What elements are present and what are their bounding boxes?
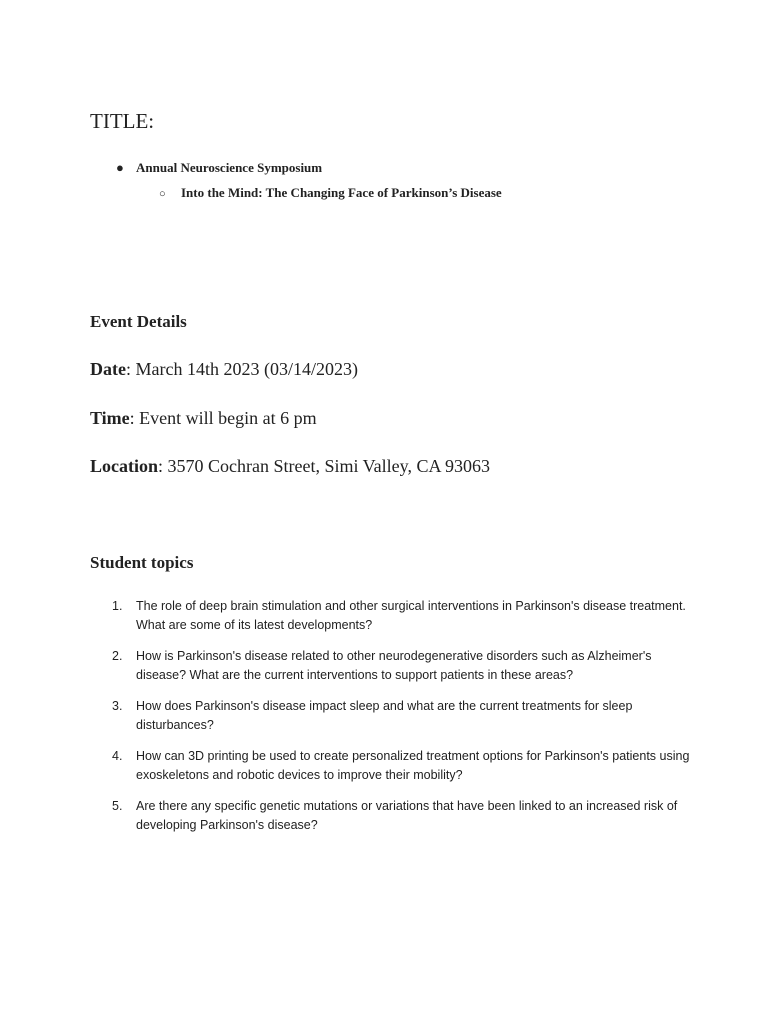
bullet-circle-icon: ○	[159, 188, 166, 200]
title-sub-bullet	[159, 184, 502, 203]
location-label: Location	[90, 456, 159, 476]
student-topics-list	[90, 597, 690, 847]
list-item	[90, 747, 690, 785]
list-item	[90, 597, 690, 635]
list-item-number: 2.	[112, 649, 123, 663]
event-details-heading: Event Details	[90, 312, 187, 331]
list-item-text: How can 3D printing be used to create personalized treatment options for Parkinson's patients using exoskeletons and robotic devices to improve their mobility?	[136, 749, 690, 782]
title-sub-bullet-text: Into the Mind: The Changing Face of Parkinson’s Disease	[181, 185, 502, 200]
list-item-number: 3.	[112, 699, 123, 713]
time-value: : Event will begin at 6 pm	[129, 408, 317, 428]
title-label: TITLE:	[90, 109, 155, 133]
date-label: Date	[90, 359, 126, 379]
bullet-dot-icon: ●	[116, 160, 124, 175]
list-item-number: 1.	[112, 599, 123, 613]
title-bullet	[116, 159, 322, 177]
date-line	[90, 357, 358, 381]
list-item	[90, 647, 690, 685]
list-item-text: How is Parkinson's disease related to other neurodegenerative disorders such as Alzheimer's disease? What are the current interventions to support patients in these areas?	[136, 649, 652, 682]
location-value: : 3570 Cochran Street, Simi Valley, CA 93063	[158, 456, 490, 476]
list-item-number: 4.	[112, 749, 123, 763]
list-item	[90, 697, 690, 735]
list-item-text: The role of deep brain stimulation and other surgical interventions in Parkinson's disease treatment. What are some of its latest developments?	[136, 599, 686, 632]
list-item-number: 5.	[112, 799, 123, 813]
time-label: Time	[90, 408, 130, 428]
list-item	[90, 797, 690, 835]
list-item-text: Are there any specific genetic mutations or variations that have been linked to an increased risk of developing Parkinson's disease?	[136, 799, 678, 832]
list-item-text: How does Parkinson's disease impact sleep and what are the current treatments for sleep disturbances?	[136, 699, 633, 732]
student-topics-heading: Student topics	[90, 553, 194, 572]
time-line	[90, 406, 317, 430]
date-value: : March 14th 2023 (03/14/2023)	[125, 359, 358, 379]
title-bullet-text: Annual Neuroscience Symposium	[136, 160, 323, 175]
location-line	[90, 454, 490, 478]
